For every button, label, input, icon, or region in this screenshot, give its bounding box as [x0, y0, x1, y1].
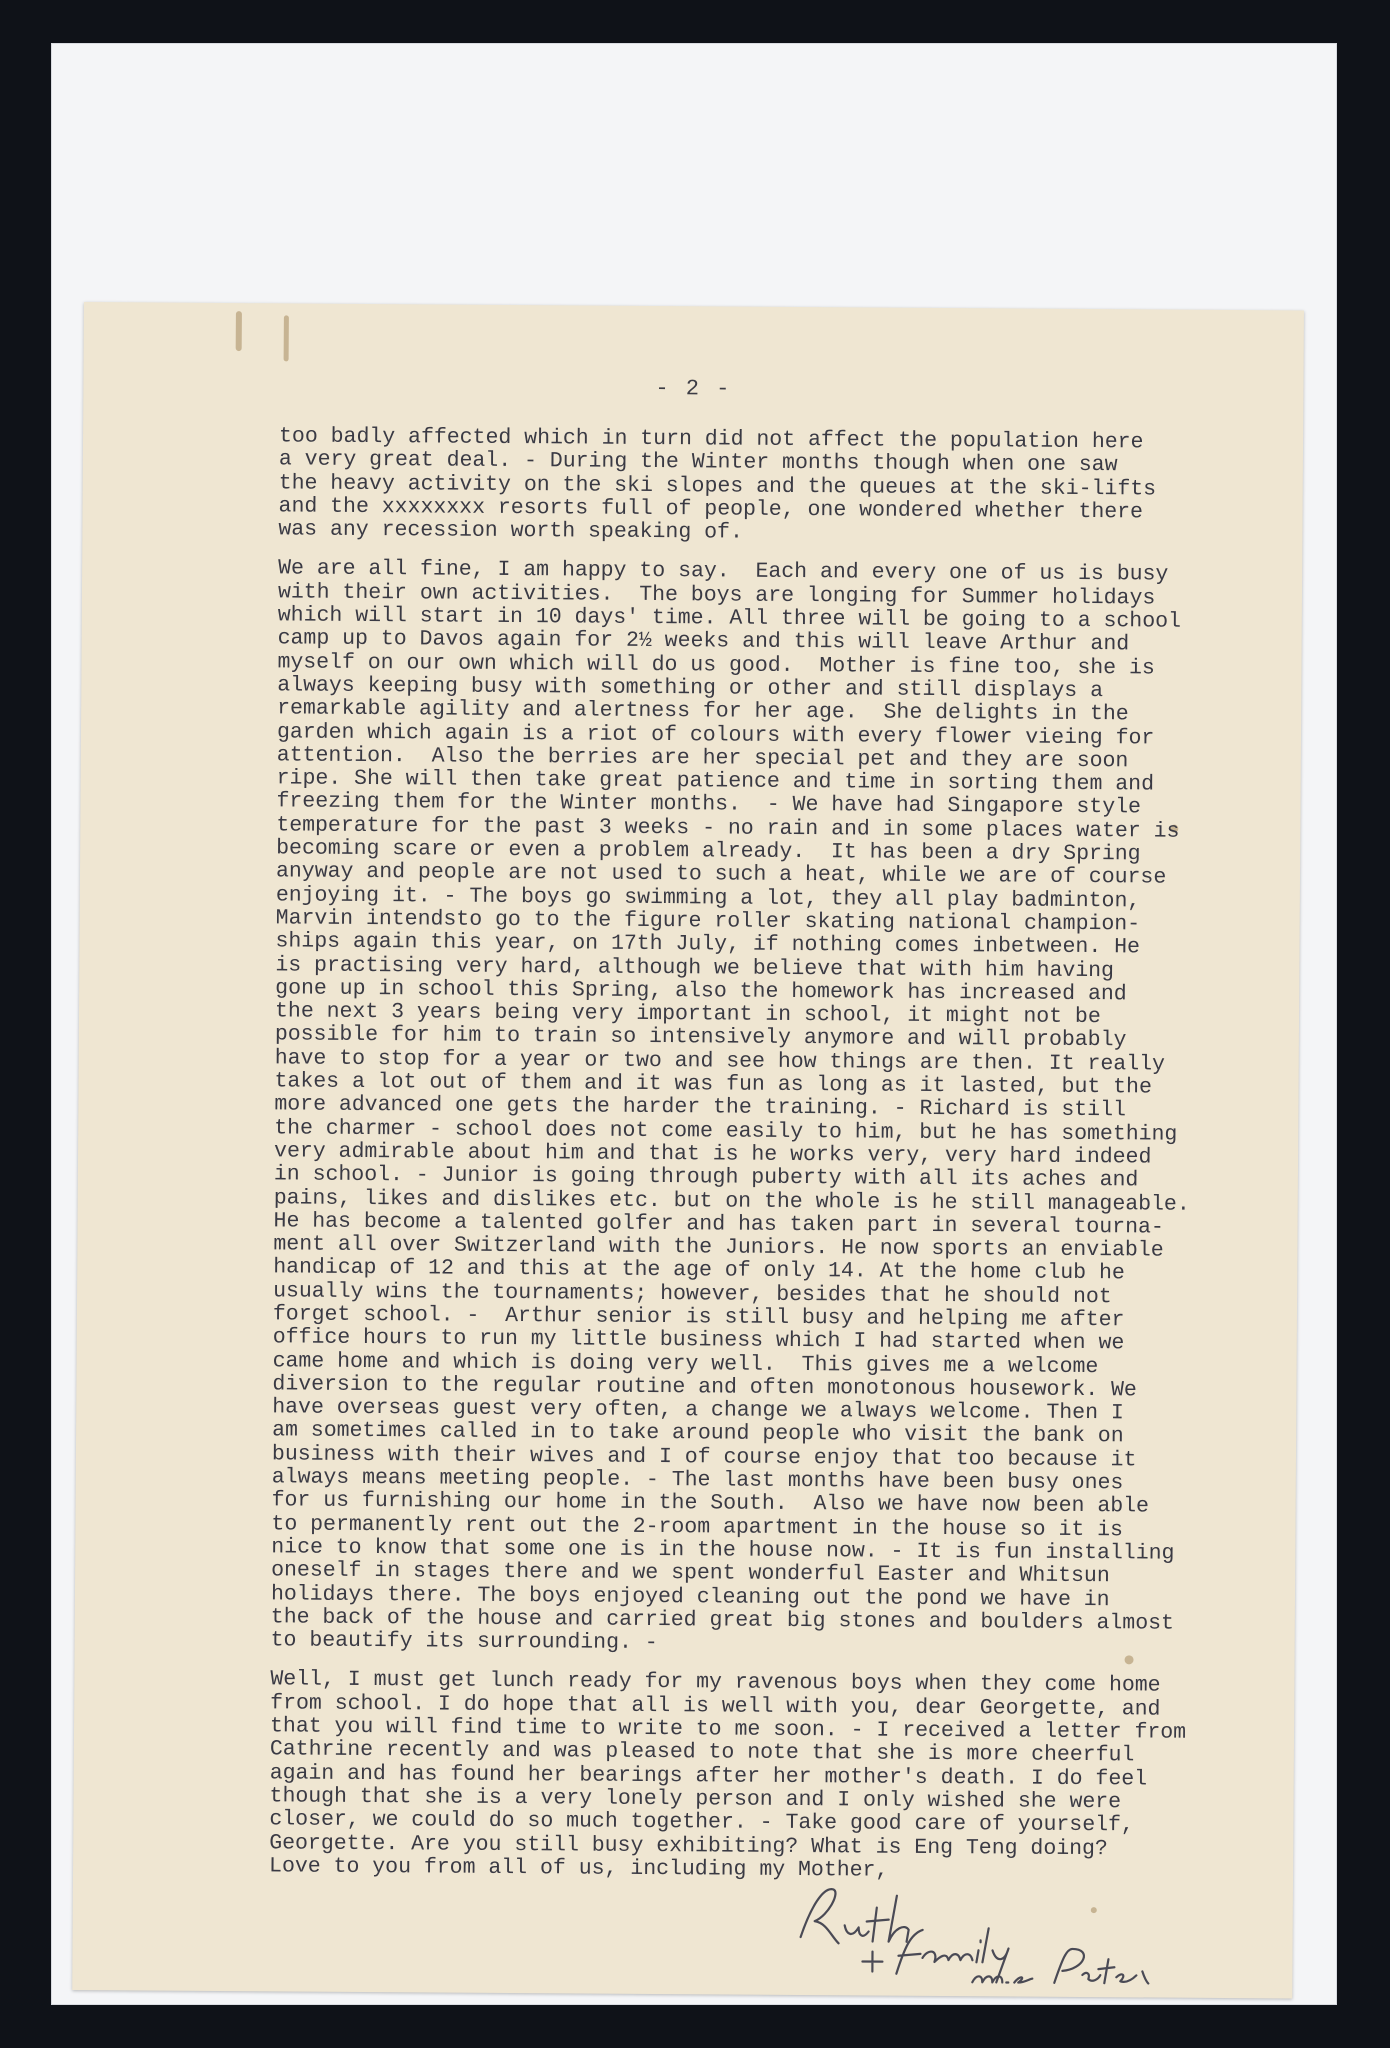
text-line: handicap of 12 and this at the age of only 14. At the home club he: [273, 1255, 1125, 1286]
text-line: though that she is a very lonely person and I only wished she were: [269, 1784, 1122, 1815]
text-line: closer, we could do so much together. - Take good care of yourself,: [269, 1807, 1134, 1838]
text-line: Georgette. Are you still busy exhibiting? What is Eng Teng doing?: [269, 1830, 1108, 1861]
handwritten-signature: [792, 1877, 1233, 1990]
text-line: the back of the house and carried great big stones and boulders almost: [270, 1605, 1175, 1636]
text-line: the heavy activity on the ski slopes and the queues at the ski-lifts: [278, 470, 1157, 502]
text-line: oneself in stages there and we spent wonderful Easter and Whitsun: [271, 1558, 1110, 1589]
text-line: from school. I do hope that all is well with you, dear Georgette, and: [270, 1691, 1161, 1722]
text-line: was any recession worth speaking of.: [278, 517, 743, 545]
text-line: ships again this year, on 17th July, if nothing comes inbetween. He: [275, 929, 1141, 960]
text-line: have overseas guest very often, a change we always welcome. Then I: [272, 1395, 1124, 1426]
text-line: is practising very hard, although we believe that with him having: [275, 952, 1115, 983]
text-line: and the xxxxxxxx resorts full of people, one wondered whether there: [278, 494, 1144, 525]
text-line: a very great deal. - During the Winter months though when one saw: [278, 447, 1118, 478]
paragraph: [278, 425, 1279, 548]
page-number: - 2 -: [655, 375, 732, 402]
text-line: enjoying it. - The boys go swimming a lot, they all play badminton,: [275, 882, 1141, 914]
text-line: to beautify its surrounding. -: [270, 1628, 658, 1656]
text-line: have to stop for a year or two and see how things are then. It really: [274, 1046, 1166, 1077]
text-line: Well, I must get lunch ready for my ravenous boys when they come home: [270, 1667, 1161, 1698]
text-line: more advanced one gets the harder the training. - Richard is still: [274, 1092, 1127, 1123]
text-line: the next 3 years being very important in school, it might not be: [274, 999, 1101, 1030]
text-line: in school. - Junior is going through puberty with all its aches and: [273, 1162, 1139, 1193]
text-line: ripe. She will then take great patience and time in sorting them and: [276, 766, 1155, 797]
text-line: freezing them for the Winter months. - We have had Singapore style: [276, 789, 1142, 820]
text-line: garden which again is a riot of colours with every flower vieing for: [276, 719, 1155, 751]
paragraph: [269, 1669, 1270, 1886]
text-line: very admirable about him and that is he works very, very hard indeed: [273, 1139, 1152, 1170]
text-line: business with their wives and I of course enjoy that too because it: [271, 1442, 1137, 1473]
text-line: Cathrine recently and was pleased to note that she is more cheerful: [269, 1737, 1135, 1768]
text-line: Marvin intendsto go to the figure roller skating national champion-: [275, 906, 1141, 937]
text-line: diversion to the regular routine and often monotonous housework. We: [272, 1372, 1137, 1403]
text-line: nice to know that some one is in the house now. - It is fun installing: [271, 1535, 1175, 1566]
text-line: office hours to run my little business which I had started when we: [272, 1325, 1125, 1356]
text-line: am sometimes called in to take around people who visit the bank on: [272, 1418, 1124, 1449]
text-line: to permanently rent out the 2-room apartment in the house so it is: [271, 1511, 1124, 1542]
paragraph: [271, 558, 1279, 1660]
text-line: gone up in school this Spring, also the homework has increased and: [275, 976, 1127, 1007]
text-line: myself on our own which will do us good. Mother is fine too, she is: [277, 650, 1155, 681]
letter-page: [72, 302, 1304, 1998]
text-line: temperature for the past 3 weeks - no rain and in some places water is: [276, 813, 1180, 844]
letter-body: [269, 425, 1279, 1901]
text-line: We are all fine, I am happy to say. Each and every one of us is busy: [278, 556, 1169, 588]
text-line: takes a lot out of them and it was fun as long as it lasted, but the: [274, 1069, 1152, 1100]
text-line: usually wins the tournaments; however, besides that he should not: [273, 1279, 1112, 1309]
text-line: becoming scare or even a problem already. It has been a dry Spring: [276, 836, 1141, 867]
text-line: Love to you from all of us, including my Mother,: [269, 1854, 889, 1883]
text-line: camp up to Davos again for 2½ weeks and this will leave Arthur and: [277, 626, 1130, 657]
text-line: remarkable agility and alertness for her age. She delights in the: [277, 696, 1129, 727]
text-line: again and has found her bearings after her mother's death. I do feel: [269, 1760, 1148, 1792]
text-line: the charmer - school does not come easily to him, but he has something: [274, 1115, 1178, 1147]
text-line: forget school. - Arthur senior is still busy and helping me after: [272, 1302, 1125, 1333]
text-line: possible for him to train so intensively anymore and will probably: [274, 1022, 1127, 1053]
text-line: anyway and people are not used to such a heat, while we are of course: [275, 859, 1167, 890]
text-line: ment all over Switzerland with the Juniors. He now sports an enviable: [273, 1232, 1164, 1263]
text-line: holidays there. The boys enjoyed cleaning out the pond we have in: [270, 1581, 1110, 1612]
text-line: with their own activities. The boys are longing for Summer holidays: [277, 580, 1156, 611]
text-line: attention. Also the berries are her special pet and they are soon: [276, 743, 1129, 774]
text-line: which will start in 10 days' time. All three will be going to a school: [277, 603, 1182, 634]
text-line: that you will find time to write to me soon. - I received a letter from: [269, 1714, 1187, 1745]
text-line: always means meeting people. - The last months have been busy ones: [271, 1465, 1124, 1496]
text-line: always keeping busy with something or other and still displays a: [277, 673, 1104, 704]
text-line: too badly affected which in turn did not affect the population here: [278, 424, 1144, 455]
text-line: for us furnishing our home in the South. Also we have now been able: [271, 1488, 1150, 1519]
text-line: came home and which is doing very well. This gives me a welcome: [272, 1348, 1099, 1379]
paper-stain: [284, 315, 289, 361]
text-line: He has become a talented golfer and has taken part in several tourna-: [273, 1209, 1164, 1240]
text-line: pains, likes and dislikes etc. but on the whole is he still manageable.: [273, 1185, 1190, 1217]
paper-stain: [236, 311, 242, 351]
